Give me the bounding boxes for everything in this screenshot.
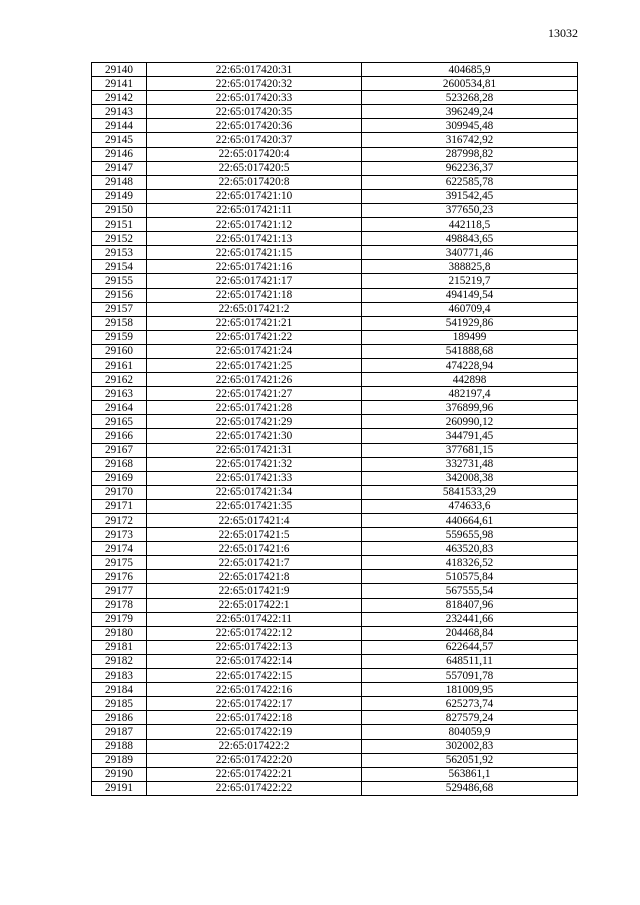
table-row — [92, 753, 578, 767]
table-row — [92, 175, 578, 189]
cadastral-number-cell: 22:65:017421:21 — [147, 316, 362, 330]
cadastral-number-cell: 22:65:017421:4 — [147, 514, 362, 528]
cadastral-number-cell: 22:65:017421:27 — [147, 387, 362, 401]
value-cell: 302002,83 — [362, 739, 578, 753]
table-row — [92, 584, 578, 598]
row-number-cell: 29183 — [92, 669, 147, 683]
value-cell: 541929,86 — [362, 316, 578, 330]
cadastral-number-cell: 22:65:017420:8 — [147, 175, 362, 189]
cadastral-number-cell: 22:65:017422:15 — [147, 669, 362, 683]
cadastral-number-cell: 22:65:017422:17 — [147, 697, 362, 711]
cadastral-number-cell: 22:65:017422:22 — [147, 781, 362, 795]
cadastral-number-cell: 22:65:017422:1 — [147, 598, 362, 612]
cadastral-number-cell: 22:65:017420:35 — [147, 105, 362, 119]
cadastral-number-cell: 22:65:017421:6 — [147, 542, 362, 556]
row-number-cell: 29146 — [92, 147, 147, 161]
cadastral-number-cell: 22:65:017421:24 — [147, 344, 362, 358]
row-number-cell: 29142 — [92, 91, 147, 105]
cadastral-number-cell: 22:65:017421:7 — [147, 556, 362, 570]
value-cell: 204468,84 — [362, 626, 578, 640]
row-number-cell: 29167 — [92, 443, 147, 457]
value-cell: 474633,6 — [362, 499, 578, 513]
row-number-cell: 29176 — [92, 570, 147, 584]
table-row — [92, 612, 578, 626]
value-cell: 377681,15 — [362, 443, 578, 457]
value-cell: 559655,98 — [362, 528, 578, 542]
value-cell: 562051,92 — [362, 753, 578, 767]
row-number-cell: 29158 — [92, 316, 147, 330]
table-row — [92, 556, 578, 570]
row-number-cell: 29173 — [92, 528, 147, 542]
cadastral-number-cell: 22:65:017421:8 — [147, 570, 362, 584]
value-cell: 818407,96 — [362, 598, 578, 612]
value-cell: 377650,23 — [362, 203, 578, 217]
table-row — [92, 781, 578, 795]
table-row — [92, 387, 578, 401]
table-row — [92, 640, 578, 654]
cadastral-number-cell: 22:65:017421:9 — [147, 584, 362, 598]
table-row — [92, 457, 578, 471]
row-number-cell: 29145 — [92, 133, 147, 147]
value-cell: 541888,68 — [362, 344, 578, 358]
table-row — [92, 232, 578, 246]
cadastral-number-cell: 22:65:017422:16 — [147, 683, 362, 697]
table-row — [92, 147, 578, 161]
value-cell: 332731,48 — [362, 457, 578, 471]
row-number-cell: 29151 — [92, 218, 147, 232]
row-number-cell: 29185 — [92, 697, 147, 711]
table-row — [92, 91, 578, 105]
table-row — [92, 697, 578, 711]
value-cell: 482197,4 — [362, 387, 578, 401]
row-number-cell: 29156 — [92, 288, 147, 302]
table-body — [92, 63, 578, 796]
page-number: 13032 — [548, 26, 578, 40]
row-number-cell: 29177 — [92, 584, 147, 598]
value-cell: 510575,84 — [362, 570, 578, 584]
row-number-cell: 29160 — [92, 344, 147, 358]
row-number-cell: 29187 — [92, 725, 147, 739]
row-number-cell: 29164 — [92, 401, 147, 415]
value-cell: 460709,4 — [362, 302, 578, 316]
value-cell: 5841533,29 — [362, 485, 578, 499]
table-row — [92, 288, 578, 302]
value-cell: 376899,96 — [362, 401, 578, 415]
row-number-cell: 29163 — [92, 387, 147, 401]
row-number-cell: 29141 — [92, 77, 147, 91]
cadastral-number-cell: 22:65:017421:15 — [147, 246, 362, 260]
value-cell: 648511,11 — [362, 654, 578, 668]
cadastral-value-table — [91, 62, 578, 796]
value-cell: 498843,65 — [362, 232, 578, 246]
cadastral-number-cell: 22:65:017420:32 — [147, 77, 362, 91]
cadastral-number-cell: 22:65:017422:14 — [147, 654, 362, 668]
value-cell: 474228,94 — [362, 358, 578, 372]
value-cell: 622585,78 — [362, 175, 578, 189]
cadastral-number-cell: 22:65:017422:21 — [147, 767, 362, 781]
cadastral-number-cell: 22:65:017421:33 — [147, 471, 362, 485]
table-row — [92, 260, 578, 274]
table-row — [92, 218, 578, 232]
row-number-cell: 29157 — [92, 302, 147, 316]
cadastral-number-cell: 22:65:017421:2 — [147, 302, 362, 316]
table-row — [92, 119, 578, 133]
value-cell: 342008,38 — [362, 471, 578, 485]
table-row — [92, 189, 578, 203]
row-number-cell: 29153 — [92, 246, 147, 260]
table-row — [92, 485, 578, 499]
table-row — [92, 725, 578, 739]
value-cell: 396249,24 — [362, 105, 578, 119]
row-number-cell: 29154 — [92, 260, 147, 274]
cadastral-number-cell: 22:65:017420:37 — [147, 133, 362, 147]
value-cell: 316742,92 — [362, 133, 578, 147]
row-number-cell: 29180 — [92, 626, 147, 640]
value-cell: 340771,46 — [362, 246, 578, 260]
cadastral-number-cell: 22:65:017421:11 — [147, 203, 362, 217]
cadastral-number-cell: 22:65:017420:36 — [147, 119, 362, 133]
row-number-cell: 29169 — [92, 471, 147, 485]
value-cell: 391542,45 — [362, 189, 578, 203]
value-cell: 287998,82 — [362, 147, 578, 161]
row-number-cell: 29150 — [92, 203, 147, 217]
table-row — [92, 626, 578, 640]
cadastral-number-cell: 22:65:017422:19 — [147, 725, 362, 739]
value-cell: 232441,66 — [362, 612, 578, 626]
table-row — [92, 598, 578, 612]
row-number-cell: 29189 — [92, 753, 147, 767]
value-cell: 181009,95 — [362, 683, 578, 697]
table-row — [92, 415, 578, 429]
table-row — [92, 542, 578, 556]
row-number-cell: 29174 — [92, 542, 147, 556]
value-cell: 418326,52 — [362, 556, 578, 570]
cadastral-number-cell: 22:65:017421:5 — [147, 528, 362, 542]
value-cell: 494149,54 — [362, 288, 578, 302]
table-row — [92, 499, 578, 513]
value-cell: 309945,48 — [362, 119, 578, 133]
value-cell: 2600534,81 — [362, 77, 578, 91]
value-cell: 557091,78 — [362, 669, 578, 683]
row-number-cell: 29144 — [92, 119, 147, 133]
row-number-cell: 29179 — [92, 612, 147, 626]
cadastral-number-cell: 22:65:017422:18 — [147, 711, 362, 725]
cadastral-number-cell: 22:65:017421:17 — [147, 274, 362, 288]
value-cell: 523268,28 — [362, 91, 578, 105]
cadastral-number-cell: 22:65:017422:2 — [147, 739, 362, 753]
row-number-cell: 29143 — [92, 105, 147, 119]
value-cell: 625273,74 — [362, 697, 578, 711]
cadastral-number-cell: 22:65:017422:13 — [147, 640, 362, 654]
cadastral-number-cell: 22:65:017420:33 — [147, 91, 362, 105]
table-row — [92, 739, 578, 753]
value-cell: 215219,7 — [362, 274, 578, 288]
value-cell: 567555,54 — [362, 584, 578, 598]
cadastral-number-cell: 22:65:017420:5 — [147, 161, 362, 175]
table-row — [92, 669, 578, 683]
cadastral-number-cell: 22:65:017421:25 — [147, 358, 362, 372]
table-row — [92, 274, 578, 288]
row-number-cell: 29190 — [92, 767, 147, 781]
value-cell: 563861,1 — [362, 767, 578, 781]
row-number-cell: 29175 — [92, 556, 147, 570]
row-number-cell: 29184 — [92, 683, 147, 697]
row-number-cell: 29166 — [92, 429, 147, 443]
table-row — [92, 767, 578, 781]
cadastral-number-cell: 22:65:017420:4 — [147, 147, 362, 161]
table-row — [92, 654, 578, 668]
table-row — [92, 443, 578, 457]
table-row — [92, 358, 578, 372]
value-cell: 529486,68 — [362, 781, 578, 795]
row-number-cell: 29149 — [92, 189, 147, 203]
value-cell: 962236,37 — [362, 161, 578, 175]
table-row — [92, 77, 578, 91]
row-number-cell: 29165 — [92, 415, 147, 429]
cadastral-number-cell: 22:65:017421:35 — [147, 499, 362, 513]
value-cell: 344791,45 — [362, 429, 578, 443]
row-number-cell: 29188 — [92, 739, 147, 753]
row-number-cell: 29181 — [92, 640, 147, 654]
table-row — [92, 373, 578, 387]
table-row — [92, 203, 578, 217]
table-row — [92, 344, 578, 358]
cadastral-number-cell: 22:65:017421:16 — [147, 260, 362, 274]
cadastral-number-cell: 22:65:017421:31 — [147, 443, 362, 457]
table-row — [92, 302, 578, 316]
row-number-cell: 29148 — [92, 175, 147, 189]
cadastral-number-cell: 22:65:017421:10 — [147, 189, 362, 203]
row-number-cell: 29147 — [92, 161, 147, 175]
cadastral-number-cell: 22:65:017421:12 — [147, 218, 362, 232]
table-row — [92, 133, 578, 147]
value-cell: 463520,83 — [362, 542, 578, 556]
cadastral-number-cell: 22:65:017421:13 — [147, 232, 362, 246]
table-row — [92, 161, 578, 175]
cadastral-number-cell: 22:65:017421:32 — [147, 457, 362, 471]
row-number-cell: 29161 — [92, 358, 147, 372]
row-number-cell: 29162 — [92, 373, 147, 387]
cadastral-number-cell: 22:65:017421:34 — [147, 485, 362, 499]
cadastral-number-cell: 22:65:017421:30 — [147, 429, 362, 443]
row-number-cell: 29155 — [92, 274, 147, 288]
table-row — [92, 429, 578, 443]
table-row — [92, 401, 578, 415]
row-number-cell: 29140 — [92, 63, 147, 77]
cadastral-number-cell: 22:65:017421:18 — [147, 288, 362, 302]
value-cell: 440664,61 — [362, 514, 578, 528]
value-cell: 804059,9 — [362, 725, 578, 739]
row-number-cell: 29191 — [92, 781, 147, 795]
cadastral-number-cell: 22:65:017421:28 — [147, 401, 362, 415]
row-number-cell: 29182 — [92, 654, 147, 668]
value-cell: 442118,5 — [362, 218, 578, 232]
cadastral-number-cell: 22:65:017422:11 — [147, 612, 362, 626]
table-row — [92, 316, 578, 330]
row-number-cell: 29159 — [92, 330, 147, 344]
table-row — [92, 330, 578, 344]
value-cell: 189499 — [362, 330, 578, 344]
row-number-cell: 29172 — [92, 514, 147, 528]
value-cell: 260990,12 — [362, 415, 578, 429]
table-row — [92, 528, 578, 542]
table-row — [92, 105, 578, 119]
value-cell: 404685,9 — [362, 63, 578, 77]
cadastral-number-cell: 22:65:017421:29 — [147, 415, 362, 429]
table-row — [92, 514, 578, 528]
cadastral-number-cell: 22:65:017420:31 — [147, 63, 362, 77]
row-number-cell: 29171 — [92, 499, 147, 513]
row-number-cell: 29178 — [92, 598, 147, 612]
row-number-cell: 29152 — [92, 232, 147, 246]
table-row — [92, 570, 578, 584]
row-number-cell: 29170 — [92, 485, 147, 499]
cadastral-number-cell: 22:65:017422:12 — [147, 626, 362, 640]
row-number-cell: 29186 — [92, 711, 147, 725]
table-row — [92, 63, 578, 77]
value-cell: 442898 — [362, 373, 578, 387]
cadastral-number-cell: 22:65:017421:26 — [147, 373, 362, 387]
cadastral-number-cell: 22:65:017422:20 — [147, 753, 362, 767]
table-row — [92, 683, 578, 697]
table-row — [92, 471, 578, 485]
value-cell: 827579,24 — [362, 711, 578, 725]
value-cell: 622644,57 — [362, 640, 578, 654]
row-number-cell: 29168 — [92, 457, 147, 471]
table-row — [92, 246, 578, 260]
cadastral-number-cell: 22:65:017421:22 — [147, 330, 362, 344]
value-cell: 388825,8 — [362, 260, 578, 274]
table-row — [92, 711, 578, 725]
